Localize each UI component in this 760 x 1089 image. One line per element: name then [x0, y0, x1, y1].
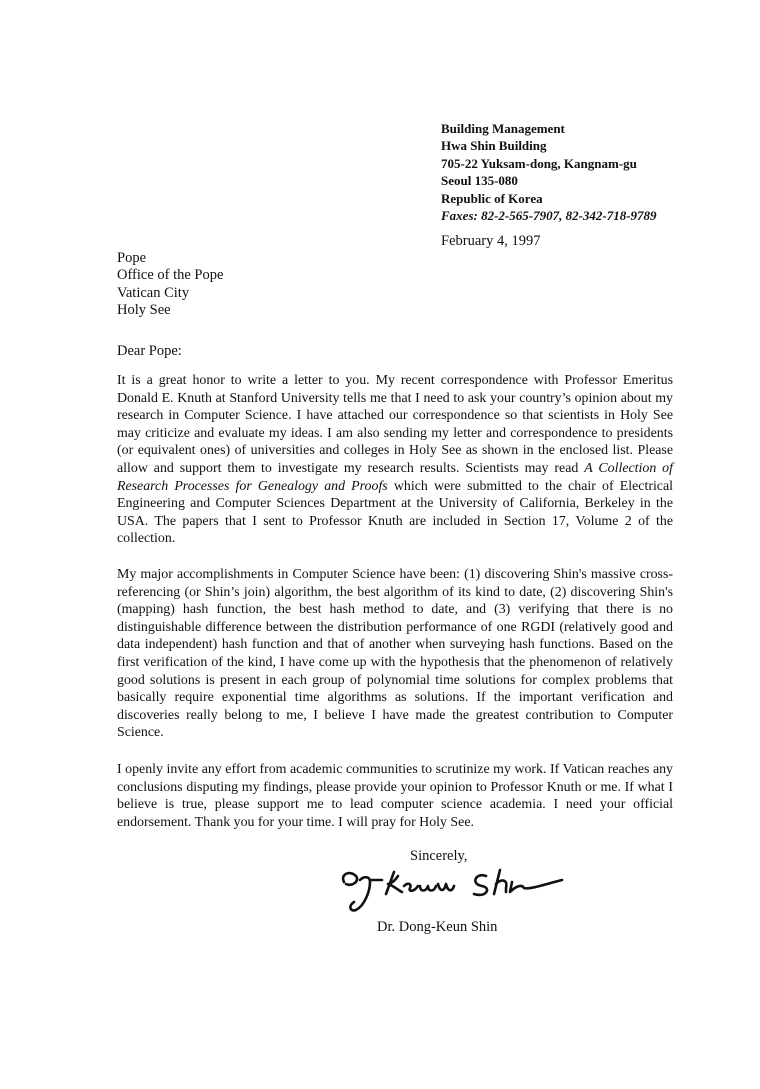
recipient-line-2: Office of the Pope: [117, 267, 224, 284]
body-paragraph-2: My major accomplishments in Computer Science have been: (1) discovering Shin's massive cross-referencing (or Shin’s join) algorithm, the best algorithm of its kind to date, (2) discovering Shin's (mapping) hash function, the best hash method to date, and (3) verifying that there is no distinguishable difference between the distribution performance of one RGDI (relatively good and data independent) hash function and that of another when surveying hash functions. Based on the first verification of the kind, I have come up with the hypothesis that the phenomenon of relatively good solutions is present in each group of polynomial time solutions for complex problems that basically require exponential time algorithms as solutions. If the important verification and discoveries really belong to me, I believe I have made the greatest contribution to Computer Science.: [117, 567, 673, 741]
sender-address-block: [441, 120, 657, 224]
sender-line-4: Seoul 135-080: [441, 173, 518, 189]
recipient-line-4: Holy See: [117, 301, 171, 318]
body-paragraph-3: I openly invite any effort from academic communities to scrutinize my work. If Vatican reaches any conclusions disputing my findings, please provide your opinion to Professor Knuth or me. If what I believe is true, please support me to lead computer science academia. I need your official endorsement. Thank you for your time. I will pray for Holy See.: [117, 762, 673, 830]
collection-title: A Collection of Research Processes for Genealogy and Proofs: [117, 460, 673, 494]
recipient-line-1: Pope: [117, 250, 146, 266]
signer-name: Dr. Dong-Keun Shin: [377, 919, 498, 935]
body-paragraph-1: [117, 372, 673, 548]
sender-line-1: Building Management: [441, 121, 565, 136]
salutation: Dear Pope:: [117, 343, 182, 359]
recipient-address-block: [117, 250, 223, 319]
paragraph-1-text-after: which were submitted to the chair of Electrical Engineering and Computer Sciences Department at the University of California, Berkeley in the USA. The papers that I sent to Professor Knuth are included in Section 17, Volume 2 of the collection.: [117, 478, 673, 547]
sender-line-2: Hwa Shin Building: [441, 138, 547, 154]
complimentary-closing: Sincerely,: [410, 848, 468, 864]
sender-fax-numbers: Faxes: 82-2-565-7907, 82-342-718-9789: [441, 208, 657, 224]
handwritten-signature: [336, 862, 566, 920]
sender-line-5: Republic of Korea: [441, 190, 543, 206]
letter-date: February 4, 1997: [441, 233, 541, 249]
recipient-line-3: Vatican City: [117, 284, 190, 301]
sender-line-3: 705-22 Yuksam-dong, Kangnam-gu: [441, 155, 637, 171]
paragraph-1-text-before: It is a great honor to write a letter to you. My recent correspondence with Professor Emeritus Donald E. Knuth at Stanford University tells me that I need to ask your country’s opinion about my research in Computer Science. I have attached our correspondence so that scientists in Holy See may criticize and evaluate my ideas. I am also sending my letter and correspondence to presidents (or equivalent ones) of universities and colleges in Holy See as shown in the enclosed list. Please allow and support them to investigate my research results. Scientists may read: [117, 373, 673, 476]
